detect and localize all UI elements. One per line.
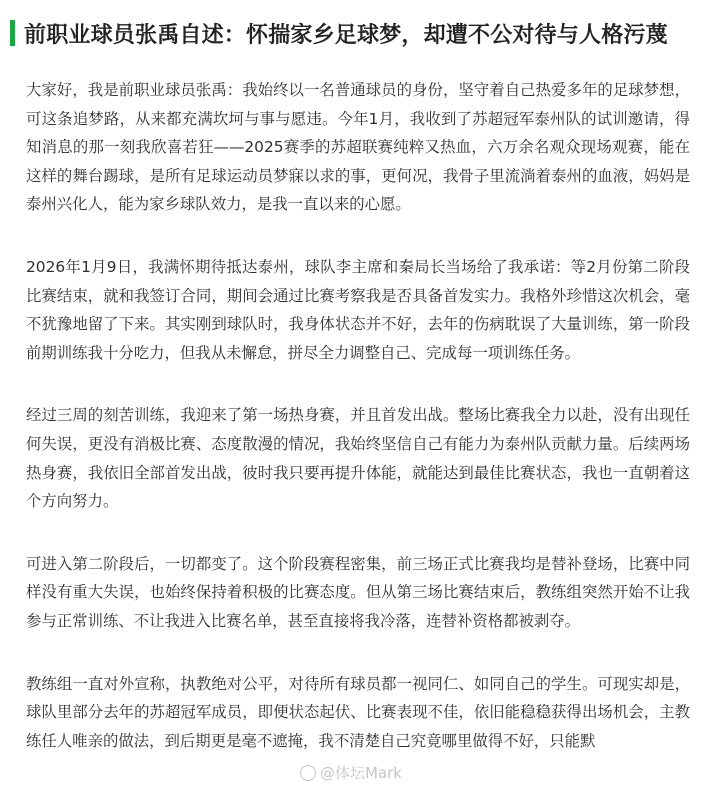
watermark-text: @体坛Mark <box>320 764 402 782</box>
paragraph-5: 教练组一直对外宣称，执教绝对公平，对待所有球员都一视同仁、如同自己的学生。可现实却是，球队里部分去年的苏超冠军成员，即便状态起伏、比赛表现不佳，依旧能稳稳获得出场机会，主教练任人唯亲的做法，到后期更是毫不遮掩，我不清楚自己究竟哪里做得不好，只能默 <box>26 674 690 750</box>
paragraph-1: 大家好，我是前职业球员张禹：我始终以一名普通球员的身份，坚守着自己热爱多年的足球梦想，可这条追梦路，从来都充满坎坷与事与愿违。今年1月，我收到了苏超冠军泰州队的试训邀请，得知消息的那一刻我欣喜若狂——2025赛季的苏超联赛纯粹又热血，六万余名观众现场观赛，能在这样的舞台踢球，是所有足球运动员梦寐以求的事，更何况，我骨子里流淌着泰州的血液，妈妈是泰州兴化人，能为家乡球队效力，是我一直以来的心愿。 <box>26 81 690 214</box>
article-header <box>10 16 700 50</box>
paragraph-2: 2026年1月9日，我满怀期待抵达泰州，球队李主席和秦局长当场给了我承诺：等2月份第二阶段比赛结束，就和我签订合同，期间会通过比赛考察我是否具备首发实力。我格外珍惜这次机会，毫不犹豫地留了下来。其实刚到球队时，我身体状态并不好，去年的伤病耽误了大量训练，第一阶段前期训练我十分吃力，但我从未懈怠，拼尽全力调整自己、完成每一项训练任务。 <box>26 257 690 362</box>
article-body <box>26 76 690 789</box>
paragraph-4: 可进入第二阶段后，一切都变了。这个阶段赛程密集，前三场正式比赛我均是替补登场，比赛中同样没有重大失误，也始终保持着积极的比赛态度。但从第三场比赛结束后，教练组突然开始不让我参与正常训练、不让我进入比赛名单，甚至直接将我冷落，连替补资格都被剥夺。 <box>26 554 690 630</box>
title-accent-bar <box>10 20 15 46</box>
watermark <box>300 762 402 783</box>
article-title: 前职业球员张禹自述：怀揣家乡足球梦，却遭不公对待与人格污蔑 <box>24 22 668 48</box>
paragraph-3: 经过三周的刻苦训练，我迎来了第一场热身赛，并且首发出战。整场比赛我全力以赴，没有出现任何失误，更没有消极比赛、态度散漫的情况，我始终坚信自己有能力为泰州队贡献力量。后续两场热身赛，我依旧全部首发出战，彼时我只要再提升体能，就能达到最佳比赛状态，我也一直朝着这个方向努力。 <box>26 406 690 511</box>
weibo-logo-icon <box>300 765 316 781</box>
